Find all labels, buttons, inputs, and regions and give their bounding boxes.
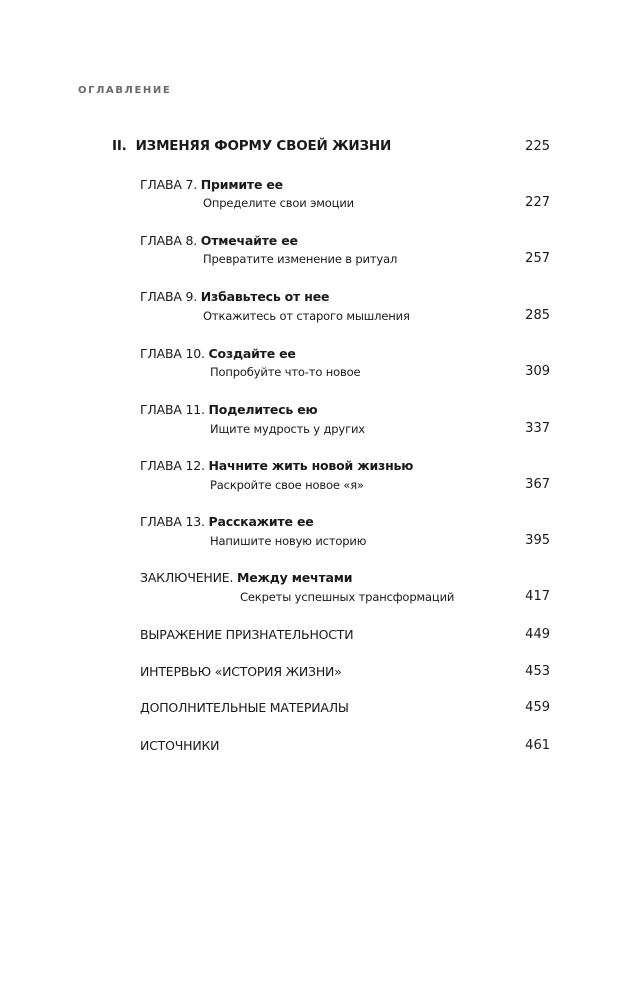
toc-chapter-10 (140, 346, 296, 361)
chapter-label: ГЛАВА 10. (140, 346, 205, 361)
chapter-label: ГЛАВА 12. (140, 458, 205, 473)
chapter-subtitle: Откажитесь от старого мышления (203, 309, 410, 323)
toc-chapter-12 (140, 458, 413, 473)
chapter-title: Начните жить новой жизнью (208, 458, 414, 473)
chapter-page-number: 285 (525, 308, 550, 323)
chapter-subtitle: Напишите новую историю (210, 534, 367, 548)
toc-chapter-11 (140, 402, 318, 417)
toc-sources: ИСТОЧНИКИ (140, 738, 220, 753)
part-label: II. (112, 138, 127, 154)
chapter-page-number: 309 (525, 364, 550, 379)
acknowledgements-page-number: 449 (525, 627, 550, 642)
chapter-label: ГЛАВА 8. (140, 233, 197, 248)
chapter-label: ГЛАВА 11. (140, 402, 205, 417)
toc-conclusion (140, 570, 352, 585)
toc-acknowledgements: ВЫРАЖЕНИЕ ПРИЗНАТЕЛЬНОСТИ (140, 627, 354, 642)
toc-chapter-9 (140, 289, 329, 304)
interview-page-number: 453 (525, 664, 550, 679)
chapter-page-number: 337 (525, 421, 550, 436)
chapter-label: ГЛАВА 7. (140, 177, 197, 192)
conclusion-subtitle: Секреты успешных трансформаций (240, 590, 455, 604)
additional-materials-page-number: 459 (525, 700, 550, 715)
chapter-title: Отмечайте ее (200, 233, 298, 248)
chapter-title: Примите ее (200, 177, 283, 192)
toc-chapter-8 (140, 233, 298, 248)
chapter-page-number: 227 (525, 195, 550, 210)
toc-chapter-7 (140, 177, 283, 192)
part-title: ИЗМЕНЯЯ ФОРМУ СВОЕЙ ЖИЗНИ (135, 138, 392, 154)
toc-interview: ИНТЕРВЬЮ «ИСТОРИЯ ЖИЗНИ» (140, 664, 342, 679)
chapter-subtitle: Превратите изменение в ритуал (203, 252, 398, 266)
chapter-label: ГЛАВА 13. (140, 514, 205, 529)
sources-page-number: 461 (525, 738, 550, 753)
chapter-label: ГЛАВА 9. (140, 289, 197, 304)
chapter-title: Избавьтесь от нее (200, 289, 330, 304)
chapter-subtitle: Попробуйте что-то новое (210, 365, 361, 379)
chapter-page-number: 395 (525, 533, 550, 548)
conclusion-label: ЗАКЛЮЧЕНИЕ. (140, 570, 234, 585)
toc-additional-materials: ДОПОЛНИТЕЛЬНЫЕ МАТЕРИАЛЫ (140, 700, 349, 715)
conclusion-page-number: 417 (525, 589, 550, 604)
chapter-title: Поделитесь ею (208, 402, 318, 417)
chapter-page-number: 257 (525, 251, 550, 266)
part-heading (112, 138, 391, 154)
part-page-number: 225 (525, 139, 550, 154)
conclusion-title: Между мечтами (237, 570, 353, 585)
chapter-title: Расскажите ее (208, 514, 314, 529)
toc-header: ОГЛАВЛЕНИЕ (78, 85, 172, 96)
toc-chapter-13 (140, 514, 314, 529)
chapter-subtitle: Ищите мудрость у других (210, 422, 365, 436)
chapter-subtitle: Определите свои эмоции (203, 196, 354, 210)
chapter-title: Создайте ее (208, 346, 296, 361)
chapter-subtitle: Раскройте свое новое «я» (210, 478, 364, 492)
chapter-page-number: 367 (525, 477, 550, 492)
